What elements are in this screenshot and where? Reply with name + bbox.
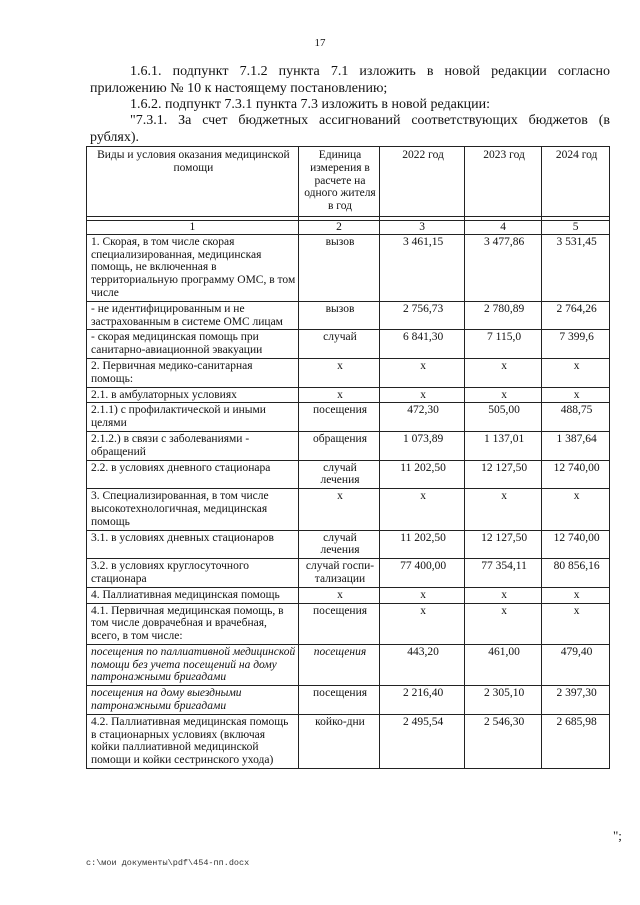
row-value: х [380, 587, 465, 603]
row-value: 12 127,50 [464, 460, 541, 489]
row-unit: обращения [298, 431, 380, 460]
row-label: 2.1.2.) в связи с заболеваниями - обращений [87, 431, 299, 460]
row-value: 7 399,6 [542, 330, 610, 359]
header-kind: Виды и условия оказания медицинской помощи [87, 147, 299, 217]
row-label: 3. Специализированная, в том числе высокотехнологичная, медицинская помощь [87, 489, 299, 530]
header-unit: Единица измерения в расчете на одного жителя в год [298, 147, 380, 217]
row-value: 11 202,50 [380, 530, 465, 559]
row-unit: случай [298, 330, 380, 359]
table-row [87, 387, 610, 403]
column-number: 1 [87, 220, 299, 234]
row-unit: посещения [298, 686, 380, 715]
table-row [87, 403, 610, 432]
row-unit: х [298, 358, 380, 387]
row-label: 3.2. в условиях круглосуточного стационара [87, 559, 299, 588]
row-value: 443,20 [380, 644, 465, 685]
row-value: х [464, 603, 541, 644]
row-value: 12 740,00 [542, 460, 610, 489]
table-row [87, 714, 610, 768]
row-value: х [542, 603, 610, 644]
row-value: 6 841,30 [380, 330, 465, 359]
row-value: х [380, 387, 465, 403]
row-value: 461,00 [464, 644, 541, 685]
row-unit: вызов [298, 234, 380, 301]
header-2022: 2022 год [380, 147, 465, 217]
row-label: 2.2. в условиях дневного стационара [87, 460, 299, 489]
row-value: х [542, 358, 610, 387]
row-value: 1 137,01 [464, 431, 541, 460]
row-label: - скорая медицинская помощь при санитарно-авиационной эвакуации [87, 330, 299, 359]
row-value: 2 495,54 [380, 714, 465, 768]
row-value: х [542, 387, 610, 403]
row-value: х [542, 489, 610, 530]
table-row [87, 559, 610, 588]
row-value: 505,00 [464, 403, 541, 432]
row-value: 77 354,11 [464, 559, 541, 588]
footer-file-path: c:\мои документы\pdf\454-пп.docx [86, 858, 250, 868]
table-row [87, 587, 610, 603]
row-label: 2. Первичная медико-санитарная помощь: [87, 358, 299, 387]
row-value: 1 387,64 [542, 431, 610, 460]
row-value: 12 127,50 [464, 530, 541, 559]
row-unit: посещения [298, 644, 380, 685]
row-value: х [464, 489, 541, 530]
paragraph-1-6-2: 1.6.2. подпункт 7.3.1 пункта 7.3 изложить в новой редакции: [130, 97, 491, 112]
row-value: х [464, 358, 541, 387]
row-value: 3 531,45 [542, 234, 610, 301]
row-unit: случай госпи-тализации [298, 559, 380, 588]
row-value: 472,30 [380, 403, 465, 432]
row-value: х [380, 358, 465, 387]
row-label: 4.2. Паллиативная медицинская помощь в стационарных условиях (включая койки паллиативной медицинской помощи и койки сестринского ухода) [87, 714, 299, 768]
closing-quote: "; [613, 828, 622, 843]
table-header-row [87, 147, 610, 217]
row-value: 2 216,40 [380, 686, 465, 715]
header-2024: 2024 год [542, 147, 610, 217]
row-label: 1. Скорая, в том числе скорая специализированная, медицинская помощь, не включенная в территориальную программу ОМС, в том числе [87, 234, 299, 301]
paragraph-1-6-1: 1.6.1. подпункт 7.1.2 пункта 7.1 изложить в новой редакции согласно приложению № 10 к настоящему постановлению; [90, 64, 610, 96]
row-label: 3.1. в условиях дневных стационаров [87, 530, 299, 559]
row-label: 4. Паллиативная медицинская помощь [87, 587, 299, 603]
row-value: х [542, 587, 610, 603]
table-row [87, 234, 610, 301]
row-value: 11 202,50 [380, 460, 465, 489]
table-row [87, 686, 610, 715]
column-number: 2 [298, 220, 380, 234]
row-unit: посещения [298, 603, 380, 644]
row-value: 488,75 [542, 403, 610, 432]
row-value: 2 764,26 [542, 301, 610, 330]
row-value: 2 685,98 [542, 714, 610, 768]
row-value: 2 397,30 [542, 686, 610, 715]
row-value: 12 740,00 [542, 530, 610, 559]
row-value: 7 115,0 [464, 330, 541, 359]
table-row [87, 301, 610, 330]
row-value: х [464, 387, 541, 403]
column-number: 4 [464, 220, 541, 234]
row-value: х [380, 489, 465, 530]
table-row [87, 460, 610, 489]
row-value: 2 756,73 [380, 301, 465, 330]
table-row [87, 330, 610, 359]
row-unit: посещения [298, 403, 380, 432]
row-value: 77 400,00 [380, 559, 465, 588]
row-value: х [464, 587, 541, 603]
row-value: 2 305,10 [464, 686, 541, 715]
row-value: 2 546,30 [464, 714, 541, 768]
row-label: 4.1. Первичная медицинская помощь, в том числе доврачебная и врачебная, всего, в том числе: [87, 603, 299, 644]
paragraph-7-3-1: "7.3.1. За счет бюджетных ассигнований соответствующих бюджетов (в рублях). [90, 113, 610, 145]
row-value: 2 780,89 [464, 301, 541, 330]
budget-table [86, 146, 610, 769]
row-value: 80 856,16 [542, 559, 610, 588]
page-number: 17 [314, 37, 326, 49]
row-unit: х [298, 387, 380, 403]
row-unit: х [298, 587, 380, 603]
row-unit: случай лечения [298, 460, 380, 489]
table-row [87, 489, 610, 530]
row-value: 3 477,86 [464, 234, 541, 301]
row-value: 479,40 [542, 644, 610, 685]
column-number: 5 [542, 220, 610, 234]
row-unit: случай лечения [298, 530, 380, 559]
row-value: 3 461,15 [380, 234, 465, 301]
column-number-row [87, 220, 610, 234]
row-label: посещения по паллиативной медицинской помощи без учета посещений на дому патронажными бригадами [87, 644, 299, 685]
table-row [87, 530, 610, 559]
row-label: - не идентифицированным и не застрахованным в системе ОМС лицам [87, 301, 299, 330]
row-unit: койко-дни [298, 714, 380, 768]
table-row [87, 358, 610, 387]
row-value: х [380, 603, 465, 644]
row-label: 2.1.1) с профилактической и иными целями [87, 403, 299, 432]
row-unit: х [298, 489, 380, 530]
row-label: 2.1. в амбулаторных условиях [87, 387, 299, 403]
table-row [87, 644, 610, 685]
table-row [87, 431, 610, 460]
row-value: 1 073,89 [380, 431, 465, 460]
header-2023: 2023 год [464, 147, 541, 217]
column-number: 3 [380, 220, 465, 234]
row-label: посещения на дому выездными патронажными бригадами [87, 686, 299, 715]
table-row [87, 603, 610, 644]
row-unit: вызов [298, 301, 380, 330]
